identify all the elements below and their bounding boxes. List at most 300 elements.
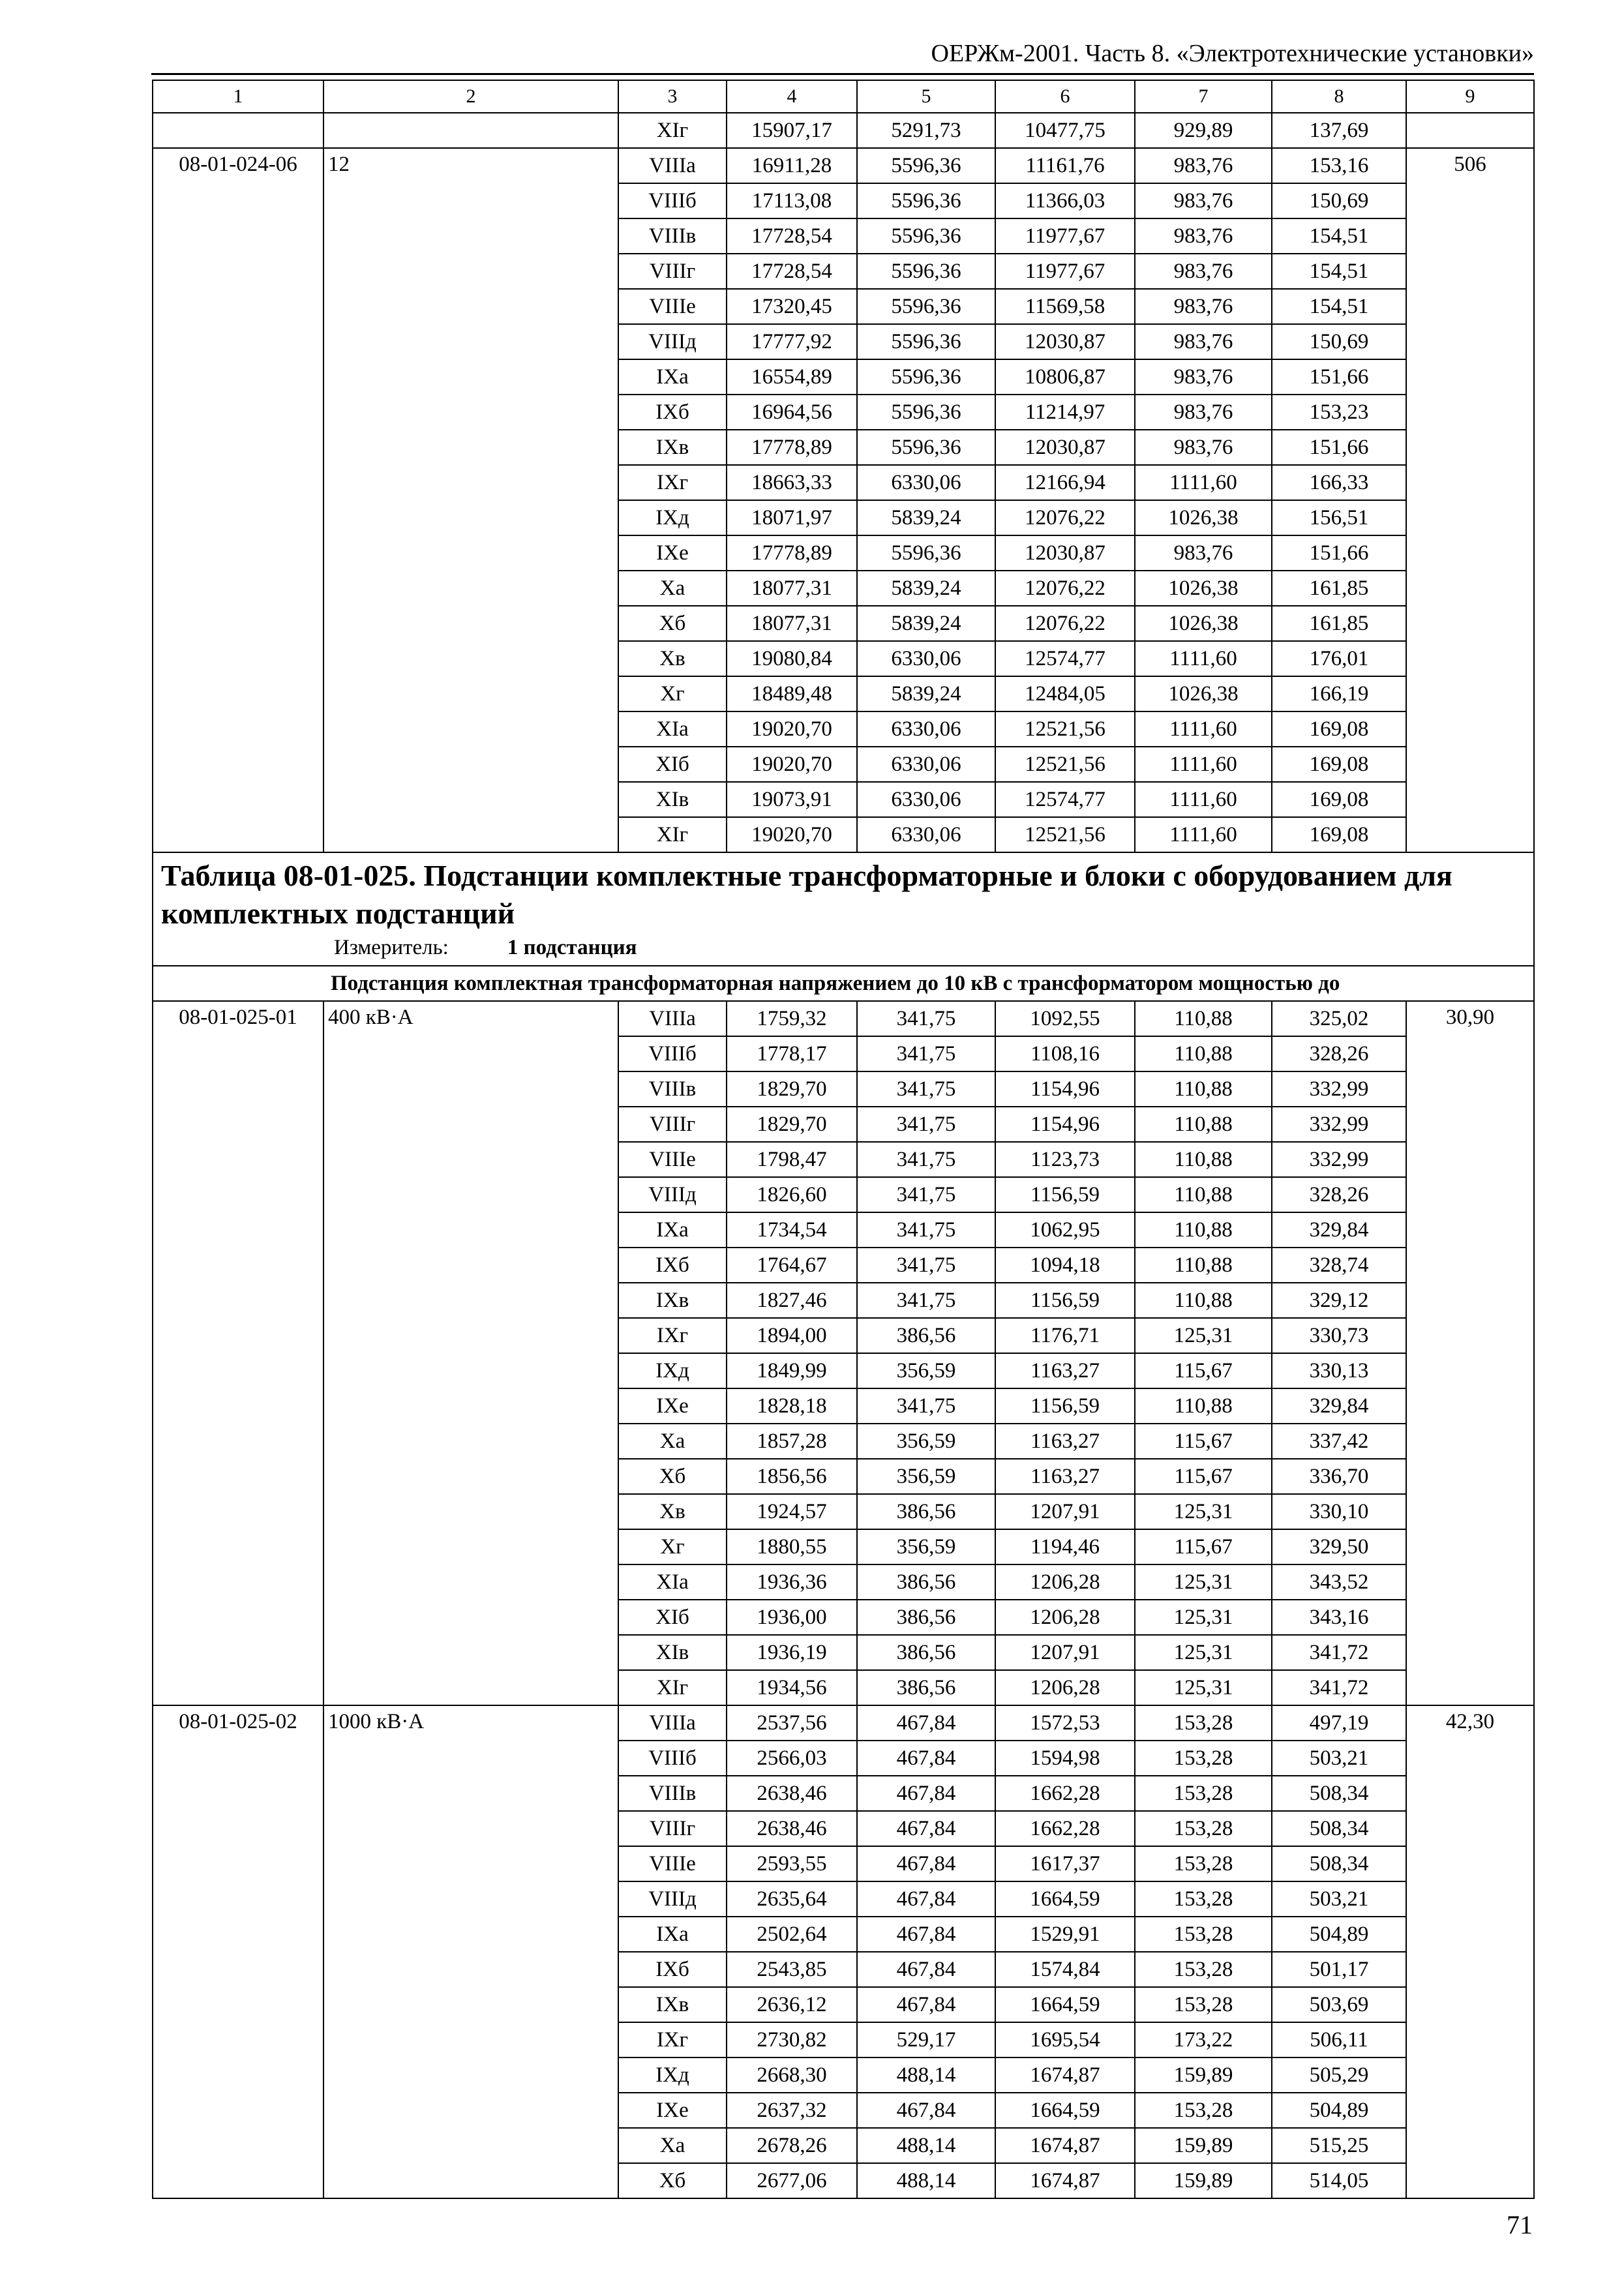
- value-cell: 467,84: [857, 1811, 995, 1846]
- rate-code-cell: [153, 1494, 323, 1529]
- table-row: [153, 1564, 1534, 1600]
- table-subtitle: Подстанция комплектная трансформаторная напряжением до 10 кВ с трансформатором мощностью до: [153, 966, 1534, 1001]
- value-cell: 161,85: [1272, 571, 1406, 606]
- value-cell: 343,16: [1272, 1600, 1406, 1635]
- zone-cell: VIIIг: [618, 1107, 727, 1142]
- running-header: ОЕРЖм-2001. Часть 8. «Электротехнические установки»: [151, 38, 1534, 75]
- rate-code-cell: [153, 2163, 323, 2198]
- rate-code-cell: [153, 2022, 323, 2057]
- value-cell: 18663,33: [727, 465, 857, 500]
- rate-code-cell: [153, 1600, 323, 1635]
- table-row: [153, 1212, 1534, 1248]
- value-cell: 5596,36: [857, 148, 995, 183]
- value-cell: 6330,06: [857, 465, 995, 500]
- value-cell: 341,75: [857, 1142, 995, 1177]
- table-row: [153, 1001, 1534, 1036]
- rate-name-cell: [323, 2163, 618, 2198]
- value-cell: 153,28: [1135, 2093, 1272, 2128]
- col9-cell: [1406, 1177, 1534, 1212]
- table-row: [153, 1600, 1534, 1635]
- rate-name-cell: [323, 1776, 618, 1811]
- value-cell: 467,84: [857, 1987, 995, 2022]
- value-cell: 329,84: [1272, 1212, 1406, 1248]
- zone-cell: IXд: [618, 1353, 727, 1388]
- value-cell: 504,89: [1272, 2093, 1406, 2128]
- zone-cell: VIIIб: [618, 1036, 727, 1071]
- zone-cell: IXб: [618, 1952, 727, 1987]
- rate-code-cell: [153, 1388, 323, 1424]
- value-cell: 1163,27: [995, 1459, 1135, 1494]
- rate-name-cell: [323, 359, 618, 395]
- value-cell: 2638,46: [727, 1811, 857, 1846]
- value-cell: 467,84: [857, 1741, 995, 1776]
- zone-cell: VIIIв: [618, 218, 727, 254]
- value-cell: 153,16: [1272, 148, 1406, 183]
- rate-name-cell: [323, 1529, 618, 1564]
- value-cell: 2543,85: [727, 1952, 857, 1987]
- zone-cell: Xг: [618, 1529, 727, 1564]
- rate-code-cell: [153, 747, 323, 782]
- col9-cell: [1406, 747, 1534, 782]
- value-cell: 6330,06: [857, 641, 995, 676]
- value-cell: 1111,60: [1135, 711, 1272, 747]
- rate-code-cell: [153, 1846, 323, 1881]
- page-number: 71: [1507, 2210, 1533, 2239]
- table-row: [153, 1917, 1534, 1952]
- value-cell: 328,26: [1272, 1177, 1406, 1212]
- zone-cell: VIIIг: [618, 254, 727, 289]
- value-cell: 2537,56: [727, 1705, 857, 1741]
- rate-name-cell: 12: [323, 148, 618, 183]
- value-cell: 16554,89: [727, 359, 857, 395]
- rate-code-cell: [153, 1459, 323, 1494]
- value-cell: 19020,70: [727, 711, 857, 747]
- value-cell: 154,51: [1272, 289, 1406, 324]
- rate-name-cell: [323, 1917, 618, 1952]
- value-cell: 12574,77: [995, 782, 1135, 817]
- value-cell: 488,14: [857, 2163, 995, 2198]
- table-row: [153, 1670, 1534, 1705]
- zone-cell: IXд: [618, 500, 727, 535]
- rate-code-cell: [153, 2093, 323, 2128]
- value-cell: 1123,73: [995, 1142, 1135, 1177]
- value-cell: 983,76: [1135, 148, 1272, 183]
- col9-cell: [1406, 1494, 1534, 1529]
- zone-cell: VIIIд: [618, 1177, 727, 1212]
- value-cell: 2678,26: [727, 2128, 857, 2163]
- value-cell: 504,89: [1272, 1917, 1406, 1952]
- value-cell: 161,85: [1272, 606, 1406, 641]
- value-cell: 1111,60: [1135, 782, 1272, 817]
- col9-cell: [1406, 782, 1534, 817]
- value-cell: 983,76: [1135, 183, 1272, 218]
- rate-name-cell: [323, 218, 618, 254]
- rate-code-cell: [153, 430, 323, 465]
- col9-cell: [1406, 113, 1534, 148]
- value-cell: 12076,22: [995, 606, 1135, 641]
- value-cell: 1849,99: [727, 1353, 857, 1388]
- table-row: [153, 2128, 1534, 2163]
- value-cell: 153,28: [1135, 1952, 1272, 1987]
- value-cell: 153,28: [1135, 1776, 1272, 1811]
- value-cell: 1026,38: [1135, 571, 1272, 606]
- col9-cell: [1406, 395, 1534, 430]
- value-cell: 1856,56: [727, 1459, 857, 1494]
- rate-name-cell: [323, 1071, 618, 1107]
- rate-code-cell: [153, 1776, 323, 1811]
- value-cell: 343,52: [1272, 1564, 1406, 1600]
- table-row: [153, 113, 1534, 148]
- value-cell: 11214,97: [995, 395, 1135, 430]
- column-numbers-row: [153, 80, 1534, 113]
- rate-name-cell: [323, 1635, 618, 1670]
- rate-code-cell: [153, 1952, 323, 1987]
- value-cell: 1664,59: [995, 2093, 1135, 2128]
- value-cell: 1734,54: [727, 1212, 857, 1248]
- value-cell: 505,29: [1272, 2057, 1406, 2093]
- rate-code-cell: [153, 2128, 323, 2163]
- measure-line: [161, 933, 1526, 963]
- value-cell: 2593,55: [727, 1846, 857, 1881]
- value-cell: 497,19: [1272, 1705, 1406, 1741]
- value-cell: 529,17: [857, 2022, 995, 2057]
- value-cell: 5596,36: [857, 183, 995, 218]
- value-cell: 1026,38: [1135, 606, 1272, 641]
- table-row: [153, 1142, 1534, 1177]
- rate-code-cell: [153, 218, 323, 254]
- rate-code-cell: [153, 1142, 323, 1177]
- value-cell: 1154,96: [995, 1071, 1135, 1107]
- rate-name-cell: [323, 324, 618, 359]
- col-number: 8: [1272, 80, 1406, 113]
- rate-name-cell: [323, 183, 618, 218]
- rate-name-cell: [323, 1424, 618, 1459]
- rate-code-cell: [153, 1917, 323, 1952]
- table-row: [153, 324, 1534, 359]
- table-title-row: [153, 852, 1534, 966]
- value-cell: 330,10: [1272, 1494, 1406, 1529]
- table-row: [153, 1424, 1534, 1459]
- value-cell: 1207,91: [995, 1635, 1135, 1670]
- value-cell: 328,74: [1272, 1248, 1406, 1283]
- rate-name-cell: [323, 1318, 618, 1353]
- zone-cell: IXд: [618, 2057, 727, 2093]
- col-number: 5: [857, 80, 995, 113]
- value-cell: 1206,28: [995, 1564, 1135, 1600]
- rate-name-cell: [323, 2057, 618, 2093]
- value-cell: 341,75: [857, 1283, 995, 1318]
- table-row: [153, 782, 1534, 817]
- rate-name-cell: [323, 430, 618, 465]
- rate-code-cell: [153, 1670, 323, 1705]
- zone-cell: Xа: [618, 2128, 727, 2163]
- value-cell: 110,88: [1135, 1388, 1272, 1424]
- value-cell: 341,75: [857, 1036, 995, 1071]
- col9-cell: [1406, 1424, 1534, 1459]
- col9-cell: [1406, 1248, 1534, 1283]
- zone-cell: VIIIа: [618, 1705, 727, 1741]
- rate-code-cell: 08-01-024-06: [153, 148, 323, 183]
- rate-code-cell: [153, 1635, 323, 1670]
- value-cell: 154,51: [1272, 254, 1406, 289]
- table-row: [153, 1741, 1534, 1776]
- zone-cell: IXе: [618, 535, 727, 571]
- value-cell: 1924,57: [727, 1494, 857, 1529]
- value-cell: 1176,71: [995, 1318, 1135, 1353]
- rate-code-cell: [153, 289, 323, 324]
- value-cell: 1574,84: [995, 1952, 1135, 1987]
- zone-cell: VIIIв: [618, 1071, 727, 1107]
- table-row: [153, 1283, 1534, 1318]
- value-cell: 115,67: [1135, 1529, 1272, 1564]
- rate-name-cell: [323, 782, 618, 817]
- table-row: [153, 1811, 1534, 1846]
- value-cell: 983,76: [1135, 535, 1272, 571]
- value-cell: 341,75: [857, 1248, 995, 1283]
- zone-cell: VIIIа: [618, 148, 727, 183]
- value-cell: 1163,27: [995, 1424, 1135, 1459]
- rate-name-cell: [323, 1248, 618, 1283]
- zone-cell: IXе: [618, 2093, 727, 2128]
- value-cell: 1026,38: [1135, 676, 1272, 711]
- table-row: [153, 395, 1534, 430]
- value-cell: 17728,54: [727, 218, 857, 254]
- value-cell: 983,76: [1135, 289, 1272, 324]
- value-cell: 1154,96: [995, 1107, 1135, 1142]
- rate-code-cell: [153, 465, 323, 500]
- table-row: [153, 2022, 1534, 2057]
- rate-code-cell: [153, 641, 323, 676]
- table-row: [153, 289, 1534, 324]
- col9-cell: [1406, 1388, 1534, 1424]
- value-cell: 330,13: [1272, 1353, 1406, 1388]
- value-cell: 1695,54: [995, 2022, 1135, 2057]
- table-row: [153, 1388, 1534, 1424]
- rate-code-cell: [153, 1283, 323, 1318]
- value-cell: 386,56: [857, 1600, 995, 1635]
- zone-cell: XIб: [618, 1600, 727, 1635]
- value-cell: 110,88: [1135, 1283, 1272, 1318]
- rate-name-cell: [323, 1494, 618, 1529]
- value-cell: 341,72: [1272, 1670, 1406, 1705]
- rate-name-cell: [323, 641, 618, 676]
- value-cell: 11366,03: [995, 183, 1135, 218]
- table-row: [153, 465, 1534, 500]
- value-cell: 12076,22: [995, 500, 1135, 535]
- zone-cell: Xг: [618, 676, 727, 711]
- rate-name-cell: [323, 606, 618, 641]
- rate-code-cell: [153, 1177, 323, 1212]
- rate-name-cell: [323, 1987, 618, 2022]
- zone-cell: IXб: [618, 1248, 727, 1283]
- value-cell: 332,99: [1272, 1142, 1406, 1177]
- rate-name-cell: 1000 кВ·А: [323, 1705, 618, 1741]
- col-number: 1: [153, 80, 323, 113]
- value-cell: 983,76: [1135, 395, 1272, 430]
- zone-cell: IXв: [618, 1987, 727, 2022]
- value-cell: 17113,08: [727, 183, 857, 218]
- rate-name-cell: [323, 1177, 618, 1212]
- value-cell: 467,84: [857, 1776, 995, 1811]
- col-number: 9: [1406, 80, 1534, 113]
- value-cell: 1194,46: [995, 1529, 1135, 1564]
- rate-name-cell: [323, 535, 618, 571]
- zone-cell: XIг: [618, 113, 727, 148]
- rate-code-cell: [153, 1529, 323, 1564]
- rate-code-cell: [153, 571, 323, 606]
- col9-cell: [1406, 324, 1534, 359]
- rate-name-cell: [323, 1741, 618, 1776]
- value-cell: 2677,06: [727, 2163, 857, 2198]
- value-cell: 1111,60: [1135, 641, 1272, 676]
- zone-cell: Xв: [618, 641, 727, 676]
- rate-code-cell: [153, 1248, 323, 1283]
- value-cell: 356,59: [857, 1459, 995, 1494]
- table-row: [153, 218, 1534, 254]
- value-cell: 169,08: [1272, 711, 1406, 747]
- table-row: [153, 2093, 1534, 2128]
- zone-cell: Xб: [618, 2163, 727, 2198]
- rate-name-cell: 400 кВ·А: [323, 1001, 618, 1036]
- value-cell: 125,31: [1135, 1318, 1272, 1353]
- table-row: [153, 571, 1534, 606]
- value-cell: 5596,36: [857, 395, 995, 430]
- value-cell: 16911,28: [727, 148, 857, 183]
- value-cell: 5839,24: [857, 676, 995, 711]
- value-cell: 1156,59: [995, 1177, 1135, 1212]
- value-cell: 1156,59: [995, 1283, 1135, 1318]
- rate-name-cell: [323, 465, 618, 500]
- zone-cell: VIIIг: [618, 1811, 727, 1846]
- value-cell: 115,67: [1135, 1424, 1272, 1459]
- value-cell: 341,75: [857, 1388, 995, 1424]
- rate-code-cell: [153, 1811, 323, 1846]
- value-cell: 110,88: [1135, 1107, 1272, 1142]
- col9-cell: [1406, 359, 1534, 395]
- col9-cell: [1406, 2093, 1534, 2128]
- table-row: [153, 711, 1534, 747]
- zone-cell: VIIIа: [618, 1001, 727, 1036]
- rate-code-cell: [153, 606, 323, 641]
- zone-cell: Xа: [618, 1424, 727, 1459]
- value-cell: 337,42: [1272, 1424, 1406, 1459]
- table-row: [153, 817, 1534, 852]
- value-cell: 6330,06: [857, 782, 995, 817]
- col9-cell: [1406, 676, 1534, 711]
- value-cell: 125,31: [1135, 1670, 1272, 1705]
- rate-code-cell: [153, 1353, 323, 1388]
- zone-cell: VIIIе: [618, 1142, 727, 1177]
- value-cell: 151,66: [1272, 535, 1406, 571]
- table-row: [153, 535, 1534, 571]
- table-row: [153, 1036, 1534, 1071]
- value-cell: 1206,28: [995, 1600, 1135, 1635]
- value-cell: 1662,28: [995, 1776, 1135, 1811]
- rate-code-cell: [153, 1318, 323, 1353]
- measure-label: Измеритель:: [334, 936, 449, 959]
- value-cell: 1827,46: [727, 1283, 857, 1318]
- value-cell: 110,88: [1135, 1248, 1272, 1283]
- rate-name-cell: [323, 2128, 618, 2163]
- value-cell: 1764,67: [727, 1248, 857, 1283]
- value-cell: 17320,45: [727, 289, 857, 324]
- value-cell: 983,76: [1135, 430, 1272, 465]
- value-cell: 386,56: [857, 1564, 995, 1600]
- table-row: [153, 1494, 1534, 1529]
- zone-cell: IXв: [618, 1283, 727, 1318]
- value-cell: 506,11: [1272, 2022, 1406, 2057]
- rate-code-cell: [153, 1881, 323, 1917]
- col9-cell: [1406, 254, 1534, 289]
- value-cell: 150,69: [1272, 324, 1406, 359]
- rate-code-cell: [153, 359, 323, 395]
- rate-name-cell: [323, 2022, 618, 2057]
- value-cell: 2566,03: [727, 1741, 857, 1776]
- value-cell: 329,50: [1272, 1529, 1406, 1564]
- value-cell: 12574,77: [995, 641, 1135, 676]
- col9-cell: 42,30: [1406, 1705, 1534, 1741]
- col9-cell: [1406, 1459, 1534, 1494]
- rate-name-cell: [323, 1212, 618, 1248]
- value-cell: 467,84: [857, 1846, 995, 1881]
- col9-cell: [1406, 1811, 1534, 1846]
- value-cell: 1934,56: [727, 1670, 857, 1705]
- value-cell: 386,56: [857, 1318, 995, 1353]
- value-cell: 386,56: [857, 1635, 995, 1670]
- value-cell: 153,23: [1272, 395, 1406, 430]
- value-cell: 1156,59: [995, 1388, 1135, 1424]
- value-cell: 1572,53: [995, 1705, 1135, 1741]
- value-cell: 18489,48: [727, 676, 857, 711]
- table-row: [153, 1776, 1534, 1811]
- col9-cell: [1406, 2128, 1534, 2163]
- value-cell: 110,88: [1135, 1071, 1272, 1107]
- rate-code-cell: [153, 1424, 323, 1459]
- value-cell: 1880,55: [727, 1529, 857, 1564]
- value-cell: 11977,67: [995, 254, 1135, 289]
- rate-name-cell: [323, 1952, 618, 1987]
- value-cell: 12030,87: [995, 324, 1135, 359]
- col9-cell: [1406, 711, 1534, 747]
- value-cell: 150,69: [1272, 183, 1406, 218]
- value-cell: 1674,87: [995, 2057, 1135, 2093]
- value-cell: 17777,92: [727, 324, 857, 359]
- zone-cell: IXг: [618, 2022, 727, 2057]
- value-cell: 341,75: [857, 1001, 995, 1036]
- zone-cell: VIIIд: [618, 1881, 727, 1917]
- value-cell: 2730,82: [727, 2022, 857, 2057]
- value-cell: 18071,97: [727, 500, 857, 535]
- rate-code-cell: [153, 1564, 323, 1600]
- value-cell: 6330,06: [857, 817, 995, 852]
- value-cell: 356,59: [857, 1424, 995, 1459]
- zone-cell: IXе: [618, 1388, 727, 1424]
- value-cell: 10806,87: [995, 359, 1135, 395]
- value-cell: 169,08: [1272, 782, 1406, 817]
- table-row: [153, 641, 1534, 676]
- zone-cell: Xб: [618, 606, 727, 641]
- value-cell: 329,12: [1272, 1283, 1406, 1318]
- table-row: [153, 1705, 1534, 1741]
- value-cell: 12521,56: [995, 747, 1135, 782]
- rate-name-cell: [323, 254, 618, 289]
- value-cell: 356,59: [857, 1529, 995, 1564]
- zone-cell: VIIIб: [618, 1741, 727, 1776]
- value-cell: 169,08: [1272, 817, 1406, 852]
- rate-name-cell: [323, 1670, 618, 1705]
- value-cell: 10477,75: [995, 113, 1135, 148]
- rate-name-cell: [323, 1036, 618, 1071]
